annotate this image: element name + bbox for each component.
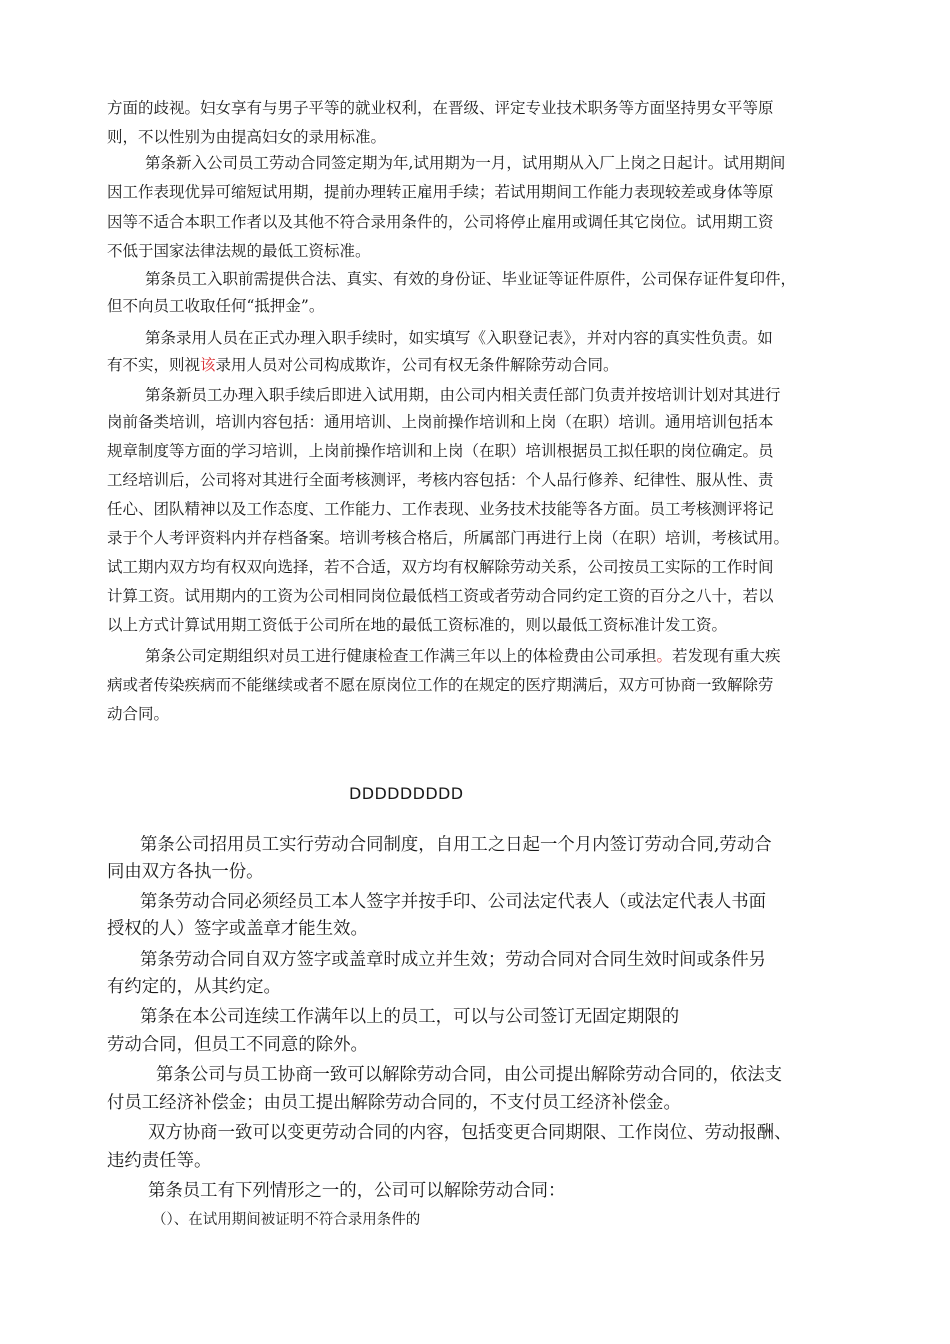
- paragraph-line: 第条在本公司连续工作满年以上的员工，可以与公司签订无固定期限的: [140, 1007, 680, 1027]
- paragraph-line: 岗前备类培训，培训内容包括：通用培训、上岗前操作培训和上岗（在职）培训。通用培训包括本: [107, 413, 774, 431]
- paragraph-line: 任心、团队精神以及工作态度、工作能力、工作表现、业务技术技能等各方面。员工考核测评将记: [107, 500, 774, 518]
- paragraph-line: 第条员工有下列情形之一的，公司可以解除劳动合同：: [148, 1181, 566, 1201]
- paragraph-line: 规章制度等方面的学习培训，上岗前操作培训和上岗（在职）培训根据员工拟任职的岗位确定。员: [107, 442, 774, 460]
- text-run: 第条公司定期组织对员工进行健康检查工作满三年以上的体检费由公司承担: [145, 647, 657, 665]
- paragraph-line: 第条新员工办理入职手续后即进入试用期，由公司内相关责任部门负责并按培训计划对其进行: [145, 386, 781, 404]
- paragraph-line: 授权的人）签字或盖章才能生效。: [107, 919, 368, 939]
- paragraph-line: 劳动合同，但员工不同意的除外。: [107, 1035, 368, 1055]
- paragraph-line: 计算工资。试用期内的工资为公司相同岗位最低档工资或者劳动合同约定工资的百分之八十，若以: [107, 587, 774, 605]
- paragraph-line: 第条录用人员在正式办理入职手续时，如实填写《入职登记表》，并对内容的真实性负责。如: [145, 329, 773, 347]
- paragraph-line: 违约责任等。: [107, 1151, 212, 1171]
- paragraph-line: 动合同。: [107, 705, 170, 723]
- highlighted-char: 该: [200, 356, 216, 374]
- paragraph-line: 第条员工入职前需提供合法、真实、有效的身份证、毕业证等证件原件，公司保存证件复印件，: [145, 270, 797, 288]
- paragraph-line: 则，不以性别为由提高妇女的录用标准。: [107, 128, 387, 146]
- paragraph-line: 病或者传染疾病而不能继续或者不愿在原岗位工作的在规定的医疗期满后，双方可协商一致解除劳: [107, 676, 774, 694]
- section-heading: DDDDDDDDD: [349, 784, 464, 803]
- text-run: 若发现有重大疾: [672, 647, 781, 665]
- paragraph-line: 同由双方各执一份。: [107, 862, 264, 882]
- paragraph-line: 付员工经济补偿金；由员工提出解除劳动合同的，不支付员工经济补偿金。: [107, 1093, 681, 1113]
- paragraph-line: [145, 645, 781, 667]
- paragraph-line: 因工作表现优异可缩短试用期，提前办理转正雇用手续；若试用期间工作能力表现较差或身体等原: [107, 183, 774, 201]
- paragraph-line: 第条劳动合同必须经员工本人签字并按手印、公司法定代表人（或法定代表人书面: [140, 892, 767, 912]
- paragraph-line: 方面的歧视。妇女享有与男子平等的就业权利，在晋级、评定专业技术职务等方面坚持男女平等原: [107, 99, 774, 117]
- list-item: （）、在试用期间被证明不符合录用条件的: [152, 1212, 421, 1228]
- highlighted-char: 。: [656, 647, 673, 665]
- paragraph-line: 第条公司招用员工实行劳动合同制度，自用工之日起一个月内签订劳动合同,劳动合: [140, 835, 772, 855]
- text-run: 有不实，则视: [107, 356, 201, 374]
- paragraph-line: 双方协商一致可以变更劳动合同的内容，包括变更合同期限、工作岗位、劳动报酬、: [148, 1123, 792, 1143]
- paragraph-line: 工经培训后，公司将对其进行全面考核测评，考核内容包括：个人品行修养、纪律性、服从性、责: [107, 471, 774, 489]
- paragraph-line: 第条公司与员工协商一致可以解除劳动合同，由公司提出解除劳动合同的，依法支: [156, 1065, 783, 1085]
- paragraph-line: 以上方式计算试用期工资低于公司所在地的最低工资标准的，则以最低工资标准计发工资。: [107, 616, 728, 634]
- paragraph-line: 因等不适合本职工作者以及其他不符合录用条件的，公司将停止雇用或调任其它岗位。试用期工资: [107, 213, 774, 231]
- paragraph-line: 试工期内双方均有权双向选择，若不合适，双方均有权解除劳动关系，公司按员工实际的工作时间: [107, 558, 774, 576]
- paragraph-line: 但不向员工收取任何“抵押金”。: [107, 297, 325, 315]
- paragraph-line: 有约定的，从其约定。: [107, 977, 281, 997]
- paragraph-line: 第条新入公司员工劳动合同签定期为年,试用期为一月，试用期从入厂上岗之日起计。试用期间: [145, 154, 786, 172]
- paragraph-line: 不低于国家法律法规的最低工资标准。: [107, 242, 371, 260]
- paragraph-line: 录于个人考评资料内并存档备案。培训考核合格后，所属部门再进行上岗（在职）培训，考核试用。: [107, 529, 790, 547]
- text-run: 录用人员对公司构成欺诈，公司有权无条件解除劳动合同。: [215, 356, 619, 374]
- paragraph-line: [107, 354, 619, 376]
- paragraph-line: 第条劳动合同自双方签字或盖章时成立并生效；劳动合同对合同生效时间或条件另: [140, 950, 767, 970]
